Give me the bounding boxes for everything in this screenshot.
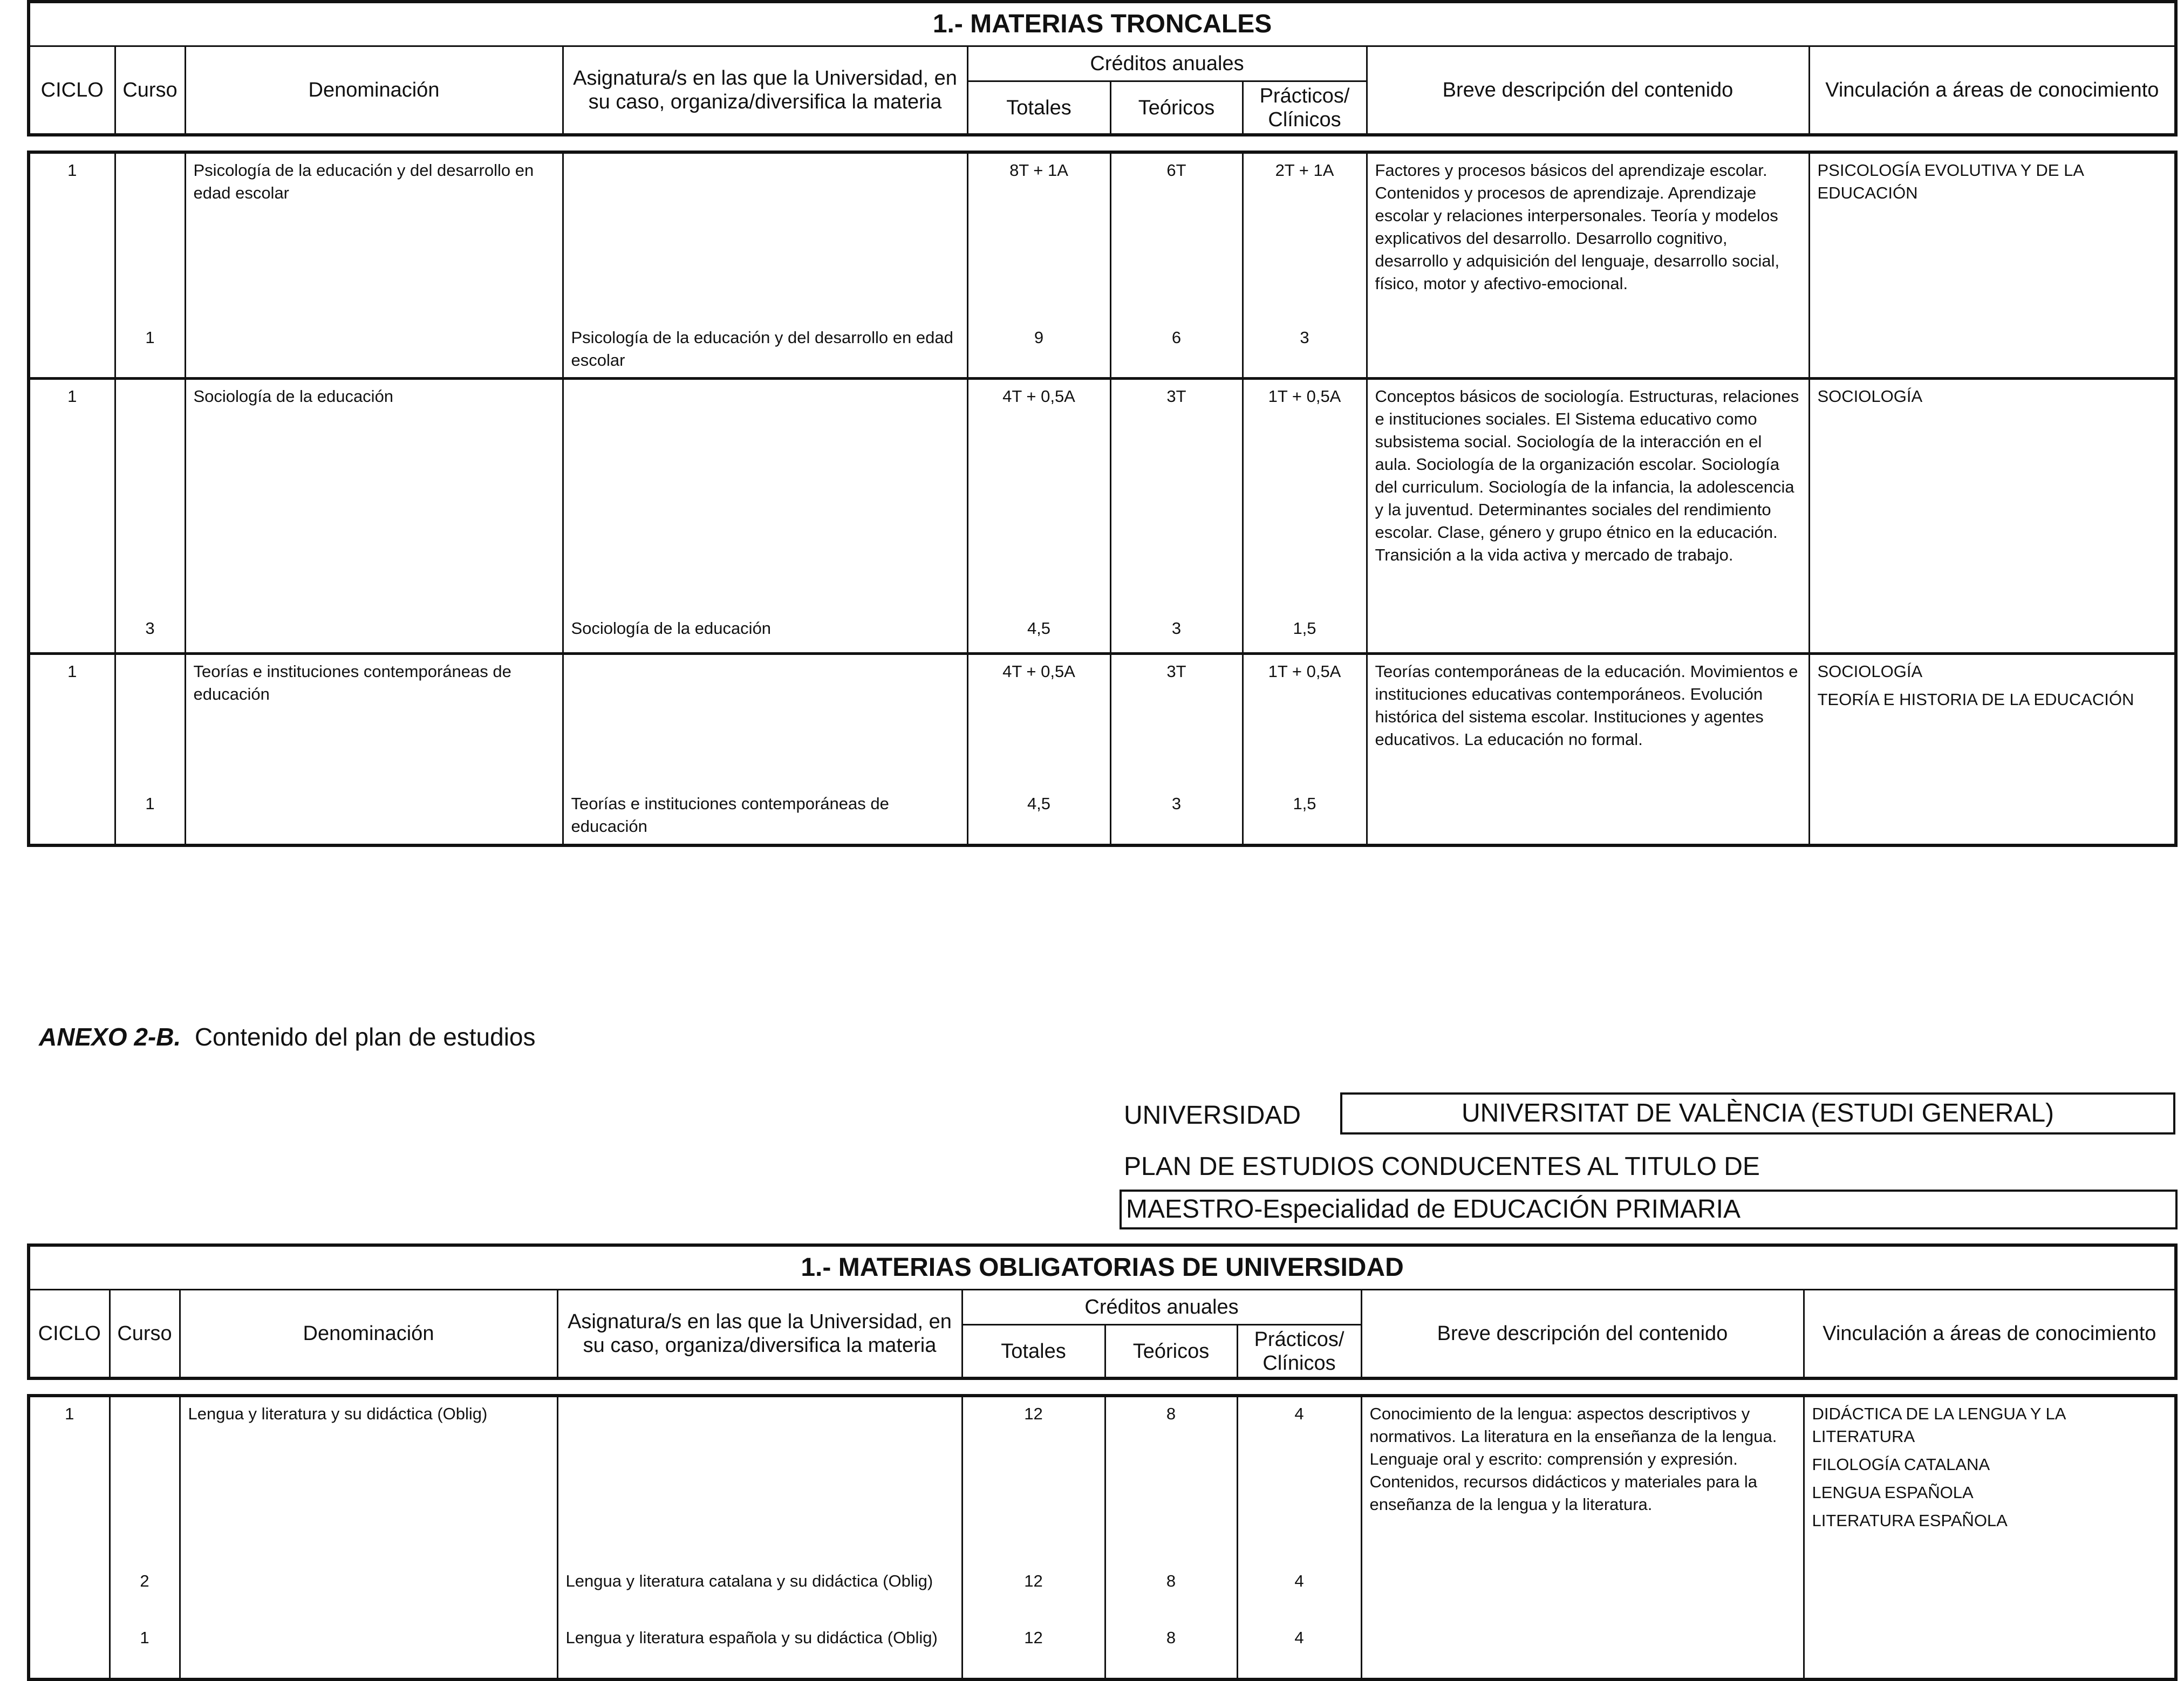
header-denominacion: Denominación — [180, 1290, 557, 1379]
header-descripcion: Breve descripción del contenido — [1361, 1290, 1804, 1379]
section-title: 1.- MATERIAS TRONCALES — [29, 2, 2176, 46]
denominacion-cell: Sociología de la educación — [185, 379, 563, 612]
totales-cell: 12 — [962, 1564, 1105, 1621]
teoricos-cell: 8 — [1105, 1564, 1237, 1621]
vinculacion-cell — [1809, 379, 2176, 654]
table-row — [29, 1396, 2176, 1564]
header-asignatura: Asignatura/s en las que la Universidad, en su caso, organiza/diversifica la materia — [563, 46, 967, 135]
teoricos-cell: 3T — [1110, 379, 1243, 612]
teoricos-cell: 3 — [1110, 612, 1243, 654]
practicos-cell: 4 — [1237, 1396, 1361, 1564]
asignatura-cell — [563, 379, 967, 612]
asignatura-cell: Psicología de la educación y del desarrollo en edad escolar — [563, 321, 967, 379]
teoricos-cell: 8 — [1105, 1396, 1237, 1564]
header-totales: Totales — [967, 81, 1110, 135]
practicos-cell: 1,5 — [1243, 787, 1367, 845]
area-item: TEORÍA E HISTORIA DE LA EDUCACIÓN — [1817, 690, 2134, 709]
descripcion-cell: Conceptos básicos de sociología. Estructuras, relaciones e instituciones sociales. El Sistema educativo como subsistema social. Sociología de la interacción en el aula. Sociología de la organización escolar. Sociología del curriculum. Sociología de la infancia, la adolescencia y la juventud. Determinantes sociales del rendimiento escolar. Clase, género y grupo étnico en la educación. Transición a la vida activa y mercado de trabajo. — [1367, 379, 1809, 654]
header-table-obligatorias — [27, 1243, 2178, 1380]
anexo-heading — [39, 1022, 536, 1051]
curso-cell: 1 — [115, 787, 185, 845]
practicos-cell: 1T + 0,5A — [1243, 379, 1367, 612]
denominacion-cell — [180, 1564, 557, 1621]
asignatura-cell: Lengua y literatura catalana y su didáctica (Oblig) — [557, 1564, 962, 1621]
header-teoricos: Teóricos — [1110, 81, 1243, 135]
ciclo-cell: 1 — [29, 654, 115, 788]
teoricos-cell: 6T — [1110, 152, 1243, 321]
header-asignatura: Asignatura/s en las que la Universidad, en su caso, organiza/diversifica la materia — [557, 1290, 962, 1379]
area-item: LENGUA ESPAÑOLA — [1812, 1483, 1974, 1502]
asignatura-cell — [563, 654, 967, 788]
practicos-cell: 3 — [1243, 321, 1367, 379]
vinculacion-cell — [1809, 152, 2176, 379]
ciclo-cell — [29, 321, 115, 379]
ciclo-cell: 1 — [29, 1396, 110, 1564]
anexo-label: ANEXO 2-B. — [39, 1023, 181, 1051]
vinculacion-cell — [1809, 654, 2176, 846]
descripcion-cell: Teorías contemporáneas de la educación. Movimientos e instituciones educativas contemporáneos. Evolución histórica del sistema escolar. Instituciones y agentes educativos. La educación no formal. — [1367, 654, 1809, 846]
header-teoricos: Teóricos — [1105, 1325, 1237, 1379]
denominacion-cell: Teorías e instituciones contemporáneas de educación — [185, 654, 563, 788]
header-table-troncales — [27, 0, 2178, 136]
body-table-obligatorias — [27, 1394, 2178, 1681]
totales-cell: 4T + 0,5A — [967, 379, 1110, 612]
ciclo-cell: 1 — [29, 379, 115, 612]
section-obligatorias — [27, 1243, 2174, 1681]
denominacion-cell — [185, 612, 563, 654]
asignatura-cell: Teorías e instituciones contemporáneas de educación — [563, 787, 967, 845]
practicos-cell: 4 — [1237, 1564, 1361, 1621]
curso-cell — [115, 654, 185, 788]
header-vinculacion: Vinculación a áreas de conocimiento — [1804, 1290, 2176, 1379]
section-title: 1.- MATERIAS OBLIGATORIAS DE UNIVERSIDAD — [29, 1245, 2176, 1290]
curso-cell: 1 — [110, 1621, 180, 1679]
denominacion-cell — [185, 321, 563, 379]
header-creditos: Créditos anuales — [962, 1290, 1361, 1325]
teoricos-cell: 3T — [1110, 654, 1243, 788]
asignatura-cell — [563, 152, 967, 321]
teoricos-cell: 3 — [1110, 787, 1243, 845]
area-item: LITERATURA ESPAÑOLA — [1812, 1511, 2008, 1530]
teoricos-cell: 8 — [1105, 1621, 1237, 1679]
area-item: DIDÁCTICA DE LA LENGUA Y LA LITERATURA — [1812, 1404, 2065, 1446]
totales-cell: 4,5 — [967, 612, 1110, 654]
header-ciclo: CICLO — [29, 1290, 110, 1379]
ciclo-cell — [29, 1564, 110, 1621]
vinculacion-cell — [1804, 1396, 2176, 1679]
header-curso: Curso — [115, 46, 185, 135]
table-row — [29, 379, 2176, 612]
practicos-cell: 1T + 0,5A — [1243, 654, 1367, 788]
denominacion-cell — [180, 1621, 557, 1679]
totales-cell: 12 — [962, 1621, 1105, 1679]
area-item: FILOLOGÍA CATALANA — [1812, 1455, 1990, 1474]
header-curso: Curso — [110, 1290, 180, 1379]
header-totales: Totales — [962, 1325, 1105, 1379]
denominacion-cell: Psicología de la educación y del desarrollo en edad escolar — [185, 152, 563, 321]
area-item: PSICOLOGÍA EVOLUTIVA Y DE LA EDUCACIÓN — [1817, 161, 2084, 202]
totales-cell: 12 — [962, 1396, 1105, 1564]
header-creditos: Créditos anuales — [967, 46, 1367, 81]
curso-cell: 2 — [110, 1564, 180, 1621]
area-item: SOCIOLOGÍA — [1817, 387, 1923, 406]
practicos-cell: 1,5 — [1243, 612, 1367, 654]
ciclo-cell — [29, 787, 115, 845]
ciclo-cell — [29, 612, 115, 654]
header-vinculacion: Vinculación a áreas de conocimiento — [1809, 46, 2176, 135]
header-practicos: Prácticos/ Clínicos — [1243, 81, 1367, 135]
curso-cell: 3 — [115, 612, 185, 654]
ciclo-cell: 1 — [29, 152, 115, 321]
header-practicos: Prácticos/ Clínicos — [1237, 1325, 1361, 1379]
practicos-cell: 2T + 1A — [1243, 152, 1367, 321]
teoricos-cell: 6 — [1110, 321, 1243, 379]
asignatura-cell: Sociología de la educación — [563, 612, 967, 654]
practicos-cell: 4 — [1237, 1621, 1361, 1679]
totales-cell: 4,5 — [967, 787, 1110, 845]
plan-value: MAESTRO-Especialidad de EDUCACIÓN PRIMARIA — [1120, 1190, 2178, 1229]
totales-cell: 4T + 0,5A — [967, 654, 1110, 788]
header-descripcion: Breve descripción del contenido — [1367, 46, 1809, 135]
curso-cell — [115, 379, 185, 612]
descripcion-cell: Conocimiento de la lengua: aspectos descriptivos y normativos. La literatura en la enseñanza de la lengua. Lenguaje oral y escrito: comprensión y expresión. Contenidos, recursos didácticos y materiales para la enseñanza de la lengua y la literatura. — [1361, 1396, 1804, 1679]
anexo-text: Contenido del plan de estudios — [194, 1023, 536, 1051]
totales-cell: 8T + 1A — [967, 152, 1110, 321]
section-troncales — [27, 0, 2174, 847]
area-item: SOCIOLOGÍA — [1817, 662, 1923, 681]
universidad-label: UNIVERSIDAD — [1124, 1101, 1301, 1130]
table-row — [29, 654, 2176, 788]
curso-cell — [115, 152, 185, 321]
totales-cell: 9 — [967, 321, 1110, 379]
curso-cell: 1 — [115, 321, 185, 379]
plan-label: PLAN DE ESTUDIOS CONDUCENTES AL TITULO DE — [1124, 1152, 1760, 1181]
table-row — [29, 152, 2176, 321]
asignatura-cell: Lengua y literatura española y su didáctica (Oblig) — [557, 1621, 962, 1679]
body-table-troncales — [27, 151, 2178, 847]
ciclo-cell — [29, 1621, 110, 1679]
asignatura-cell — [557, 1396, 962, 1564]
descripcion-cell: Factores y procesos básicos del aprendizaje escolar. Contenidos y procesos de aprendizaje. Aprendizaje escolar y relaciones interpersonales. Teoría y modelos explicativos del desarrollo. Desarrollo cognitivo, desarrollo y adquisición del lenguaje, desarrollo social, físico, motor y afectivo-emocional. — [1367, 152, 1809, 379]
header-denominacion: Denominación — [185, 46, 563, 135]
denominacion-cell — [185, 787, 563, 845]
curso-cell — [110, 1396, 180, 1564]
header-ciclo: CICLO — [29, 46, 115, 135]
universidad-value: UNIVERSITAT DE VALÈNCIA (ESTUDI GENERAL) — [1340, 1092, 2175, 1135]
denominacion-cell: Lengua y literatura y su didáctica (Oblig) — [180, 1396, 557, 1564]
